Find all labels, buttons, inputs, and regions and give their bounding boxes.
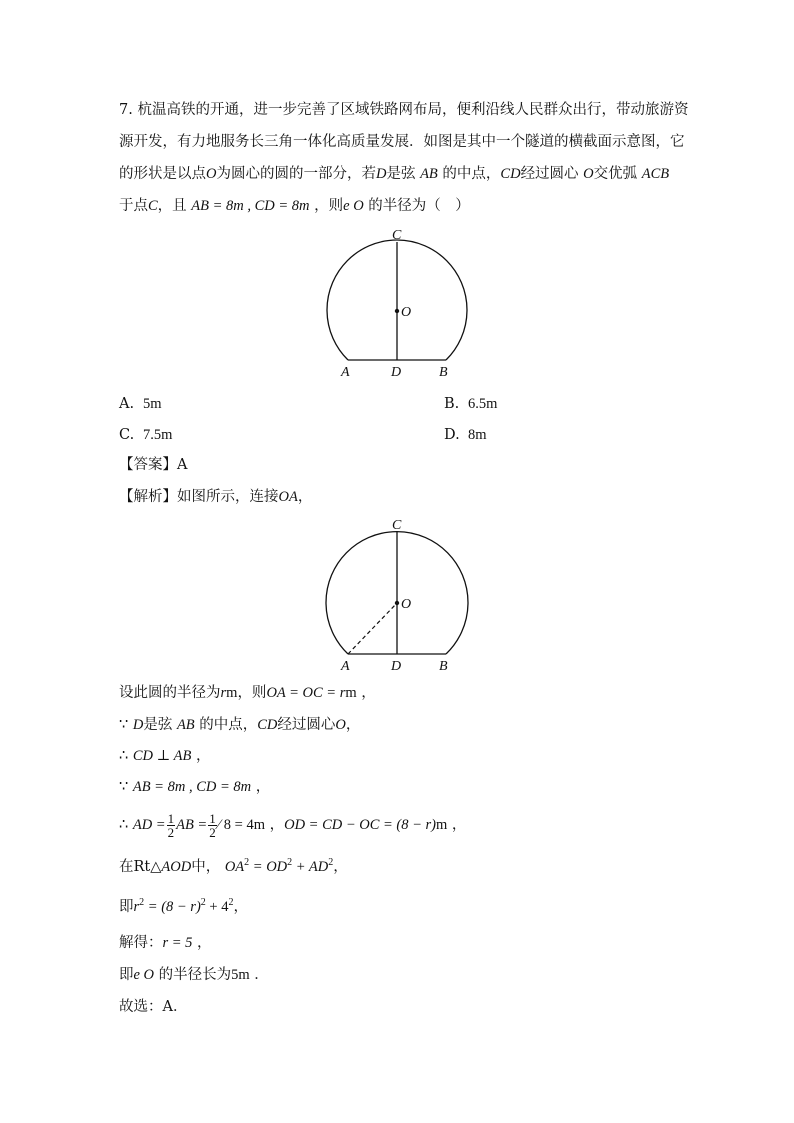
s5-ad: AD = — [132, 817, 166, 833]
fraction-denominator: 2 — [167, 824, 175, 840]
s7-eq: = (8 − r) — [144, 899, 201, 915]
s7-sup-2: 2 — [200, 897, 206, 908]
s2-ab: AB — [176, 717, 195, 733]
option-b-letter: B. — [444, 396, 460, 412]
label-b: B — [439, 365, 448, 380]
fraction-denominator: 2 — [209, 824, 216, 840]
s4-equation: AB = 8m , CD = 8m — [132, 779, 252, 795]
s8-text: 解得： — [119, 935, 163, 951]
s2-end: ， — [345, 717, 361, 733]
s9-value: 5m — [231, 967, 250, 983]
s7-sup-1: 2 — [139, 897, 145, 908]
s2-text-b: 的中点， — [199, 717, 258, 733]
fraction-numerator: 1 — [167, 810, 175, 826]
label-d: D — [391, 659, 402, 674]
s1-end: ， — [361, 685, 376, 701]
s7-sup-3: 2 — [228, 897, 234, 908]
s1-text: 设此圆的半径为 — [119, 685, 221, 701]
fraction-numerator: 1 — [209, 810, 216, 826]
s8-end: ， — [197, 935, 212, 951]
therefore-symbol: ∴ — [119, 748, 129, 764]
analysis-intro: 如图所示，连接 — [177, 489, 279, 505]
s9-text-b: 的半径长为 — [158, 967, 232, 983]
q3-text-f: 交优弧 — [593, 166, 638, 182]
solution-step-9 — [119, 965, 269, 985]
question-text-1: 杭温高铁的开通，进一步完善了区域铁路网布局，便利沿线人民群众出行，带动旅游资 — [137, 102, 689, 118]
s7-r: r — [133, 899, 140, 915]
option-d-value: 8m — [468, 427, 487, 443]
center-point-o — [395, 601, 399, 605]
s2-d: D — [132, 717, 144, 733]
s1-text-b: ，则 — [237, 685, 267, 701]
s5-m: m — [436, 817, 448, 833]
s6-eq: = OD — [249, 859, 288, 875]
answer-line — [119, 455, 187, 475]
q3-text-d: 的中点， — [442, 166, 501, 182]
label-d: D — [391, 365, 402, 380]
s6-end: ， — [333, 859, 348, 875]
q3-arc-acb: ACB — [641, 166, 670, 182]
s2-o: O — [335, 717, 346, 733]
question-text-2: 源开发，有力地服务长三角一体化高质量发展．如图是其中一个隧道的横截面示意图，它 — [119, 134, 685, 150]
fraction-half — [167, 812, 176, 839]
solution-step-6 — [119, 857, 348, 877]
s3-equation: CD ⊥ AB — [132, 748, 192, 764]
s2-text-a: 是弦 — [143, 717, 173, 733]
analysis-line — [119, 487, 312, 507]
s6-sup-3: 2 — [328, 857, 334, 868]
s5-sep: ， — [269, 817, 285, 833]
label-a: A — [341, 659, 350, 674]
tunnel-figure-2 — [310, 515, 490, 675]
option-c-letter: C. — [119, 427, 135, 443]
option-b-value: 6.5m — [468, 396, 498, 412]
q3-chord-ab: AB — [420, 166, 438, 182]
because-symbol: ∵ — [119, 717, 129, 733]
s4-end: ， — [255, 779, 271, 795]
option-a-letter: A. — [119, 396, 135, 412]
option-d-letter: D. — [444, 427, 460, 443]
s6-oa: OA — [224, 859, 245, 875]
s9-circle: e O — [133, 967, 155, 983]
s6-sup-1: 2 — [244, 857, 250, 868]
label-o: O — [401, 305, 412, 320]
s9-end: ． — [254, 967, 269, 983]
s3-end: ， — [195, 748, 211, 764]
analysis-intro-end: ， — [297, 489, 313, 505]
because-symbol: ∵ — [119, 779, 129, 795]
s8-eq: r = 5 — [162, 935, 193, 951]
question-line-2 — [119, 132, 685, 152]
question-number: 7. — [119, 102, 133, 118]
option-d — [444, 425, 487, 445]
option-a-value: 5m — [143, 396, 162, 412]
s10-text: 故选：A． — [119, 999, 188, 1015]
s2-cd: CD — [257, 717, 278, 733]
center-point-o — [395, 309, 399, 313]
s6-text-a: 在Rt△ — [119, 859, 162, 875]
label-c: C — [392, 228, 402, 243]
s6-sup-2: 2 — [287, 857, 293, 868]
segment-oa-dashed — [348, 603, 397, 654]
q3-point-d: D — [375, 166, 387, 182]
s1-equation: OA = OC = r — [266, 685, 346, 701]
q4-equation: AB = 8m , CD = 8m — [191, 198, 310, 214]
s7-end: ， — [233, 899, 248, 915]
option-b — [444, 394, 497, 414]
therefore-symbol: ∴ — [119, 817, 129, 833]
q3-segment-cd: CD — [500, 166, 521, 182]
solution-step-5 — [119, 810, 466, 840]
s1-r: r — [220, 685, 227, 701]
q4-text-a: 于点 — [119, 198, 148, 214]
q3-point-o: O — [206, 166, 217, 182]
answer-label: 【答案】 — [119, 457, 177, 473]
s6-triangle: AOD — [161, 859, 192, 875]
analysis-label: 【解析】 — [119, 489, 177, 505]
q3-text-a: 的形状是以点 — [119, 166, 206, 182]
solution-step-4 — [119, 777, 270, 797]
question-line-4 — [119, 196, 470, 216]
tunnel-figure-1 — [310, 225, 490, 385]
question-line-1 — [119, 100, 688, 120]
q3-point-o-2: O — [583, 166, 594, 182]
q4-text-b: ，且 — [157, 198, 187, 214]
answer-value: A — [177, 457, 188, 473]
solution-step-7 — [119, 897, 248, 917]
s5-od: OD = CD − OC = (8 − r) — [284, 817, 437, 833]
question-line-3 — [119, 164, 669, 184]
q4-circle-o: e O — [343, 198, 364, 214]
s9-text-a: 即 — [119, 967, 134, 983]
solution-step-8 — [119, 933, 212, 953]
label-b: B — [439, 659, 448, 674]
solution-step-2 — [119, 715, 360, 735]
s1-m2: m — [345, 685, 357, 701]
s5-ab: AB = — [176, 817, 208, 833]
option-c-value: 7.5m — [143, 427, 173, 443]
analysis-segment-oa: OA — [278, 489, 298, 505]
s5-mid: ⁄ 8 = 4m — [217, 817, 265, 833]
q3-text-c: 是弦 — [386, 166, 416, 182]
q4-point-c: C — [148, 198, 158, 214]
s7-text: 即 — [119, 899, 134, 915]
solution-step-3 — [119, 746, 210, 766]
q3-text-e: 经过圆心 — [520, 166, 579, 182]
solution-step-1 — [119, 683, 376, 703]
label-c: C — [392, 518, 402, 533]
label-o: O — [401, 597, 412, 612]
s7-plus: + 4 — [205, 899, 229, 915]
option-a — [119, 394, 162, 414]
solution-step-10 — [119, 997, 187, 1017]
q4-text-d: 的半径为（ ） — [368, 198, 470, 214]
option-c — [119, 425, 172, 445]
s1-m: m — [226, 685, 238, 701]
s2-text-c: 经过圆心 — [277, 717, 336, 733]
label-a: A — [341, 365, 350, 380]
s6-plus: + AD — [292, 859, 329, 875]
q3-text-b: 为圆心的圆的一部分，若 — [216, 166, 376, 182]
s6-text-b: 中， — [191, 859, 221, 875]
fraction-half-2 — [208, 812, 217, 839]
s5-end: ， — [451, 817, 467, 833]
q4-text-c: ，则 — [314, 198, 344, 214]
